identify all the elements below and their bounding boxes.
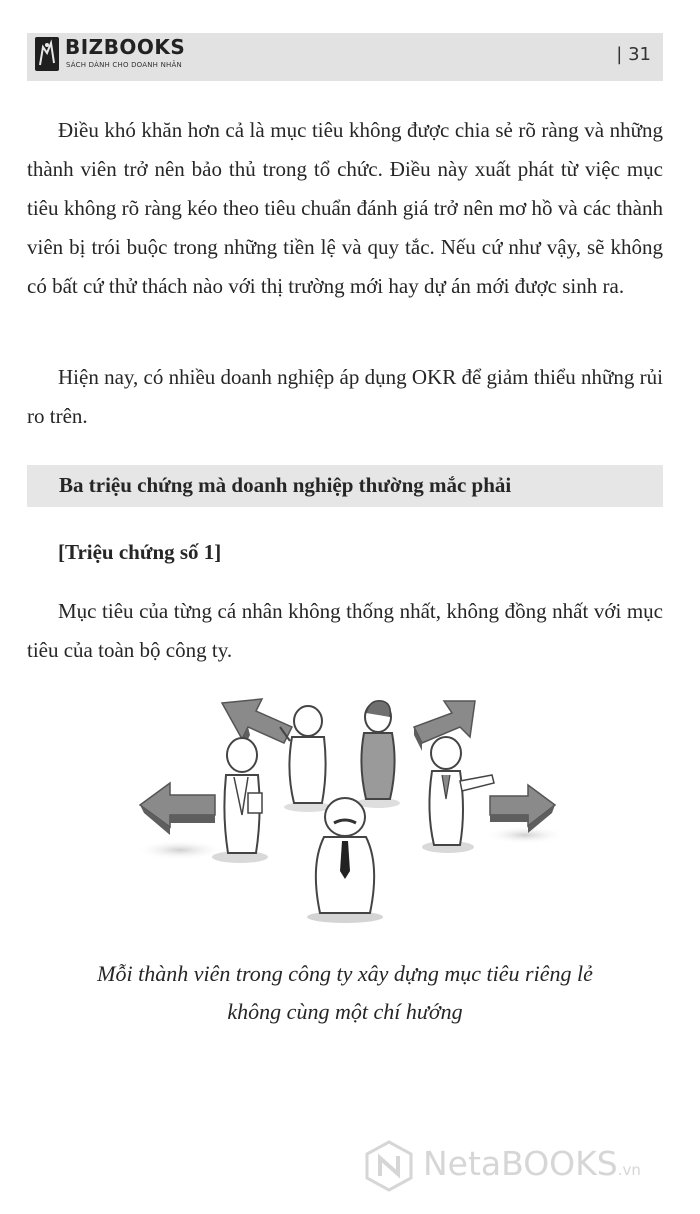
symptom-label: [Triệu chứng số 1] <box>58 540 222 564</box>
watermark-logo-icon <box>365 1140 413 1192</box>
brand-tagline: SÁCH DÀNH CHO DOANH NHÂN <box>66 61 182 69</box>
figure-icon <box>361 701 394 799</box>
figure-icon <box>280 706 326 803</box>
section-heading-bar <box>27 465 663 507</box>
body-paragraph: Mục tiêu của từng cá nhân không thống nhất, không đồng nhất với mục tiêu của toàn bộ công ty. <box>27 599 663 662</box>
bizbooks-logo-icon <box>35 37 59 71</box>
watermark-suffix: .vn <box>617 1161 641 1179</box>
upper-left-arrow-icon <box>222 699 292 747</box>
page-number: | 31 <box>616 44 651 65</box>
team-divergent-goals-illustration <box>130 695 570 923</box>
watermark-text <box>423 1144 641 1183</box>
right-arrow-icon <box>490 785 555 833</box>
figure-icon <box>224 738 262 853</box>
brand-name: BIZBOOKS <box>65 35 186 59</box>
left-arrow-icon <box>140 783 215 835</box>
figure-icon <box>316 798 374 913</box>
illustration-caption <box>27 955 663 1031</box>
section-title: Ba triệu chứng mà doanh nghiệp thường mắc phải <box>59 473 512 497</box>
watermark-name: NetaBOOKS <box>423 1144 618 1183</box>
caption-line: không cùng một chí hướng <box>227 999 463 1024</box>
caption-line: Mỗi thành viên trong công ty xây dựng mục tiêu riêng lẻ <box>97 961 593 986</box>
body-paragraph: Hiện nay, có nhiều doanh nghiệp áp dụng OKR để giảm thiểu những rủi ro trên. <box>27 365 663 428</box>
watermark <box>365 1136 685 1196</box>
figure-icon <box>429 737 494 845</box>
page-header <box>27 33 663 81</box>
body-paragraph: Điều khó khăn hơn cả là mục tiêu không được chia sẻ rõ ràng và những thành viên trở nên bảo thủ trong tổ chức. Điều này xuất phát từ việc mục tiêu không rõ ràng kéo theo tiêu chuẩn đánh giá trở nên mơ hồ và các thành viên bị trói buộc trong những tiền lệ và quy tắc. Nếu cứ như vậy, sẽ không có bất cứ thử thách nào với thị trường mới hay dự án mới được sinh ra. <box>27 118 663 298</box>
